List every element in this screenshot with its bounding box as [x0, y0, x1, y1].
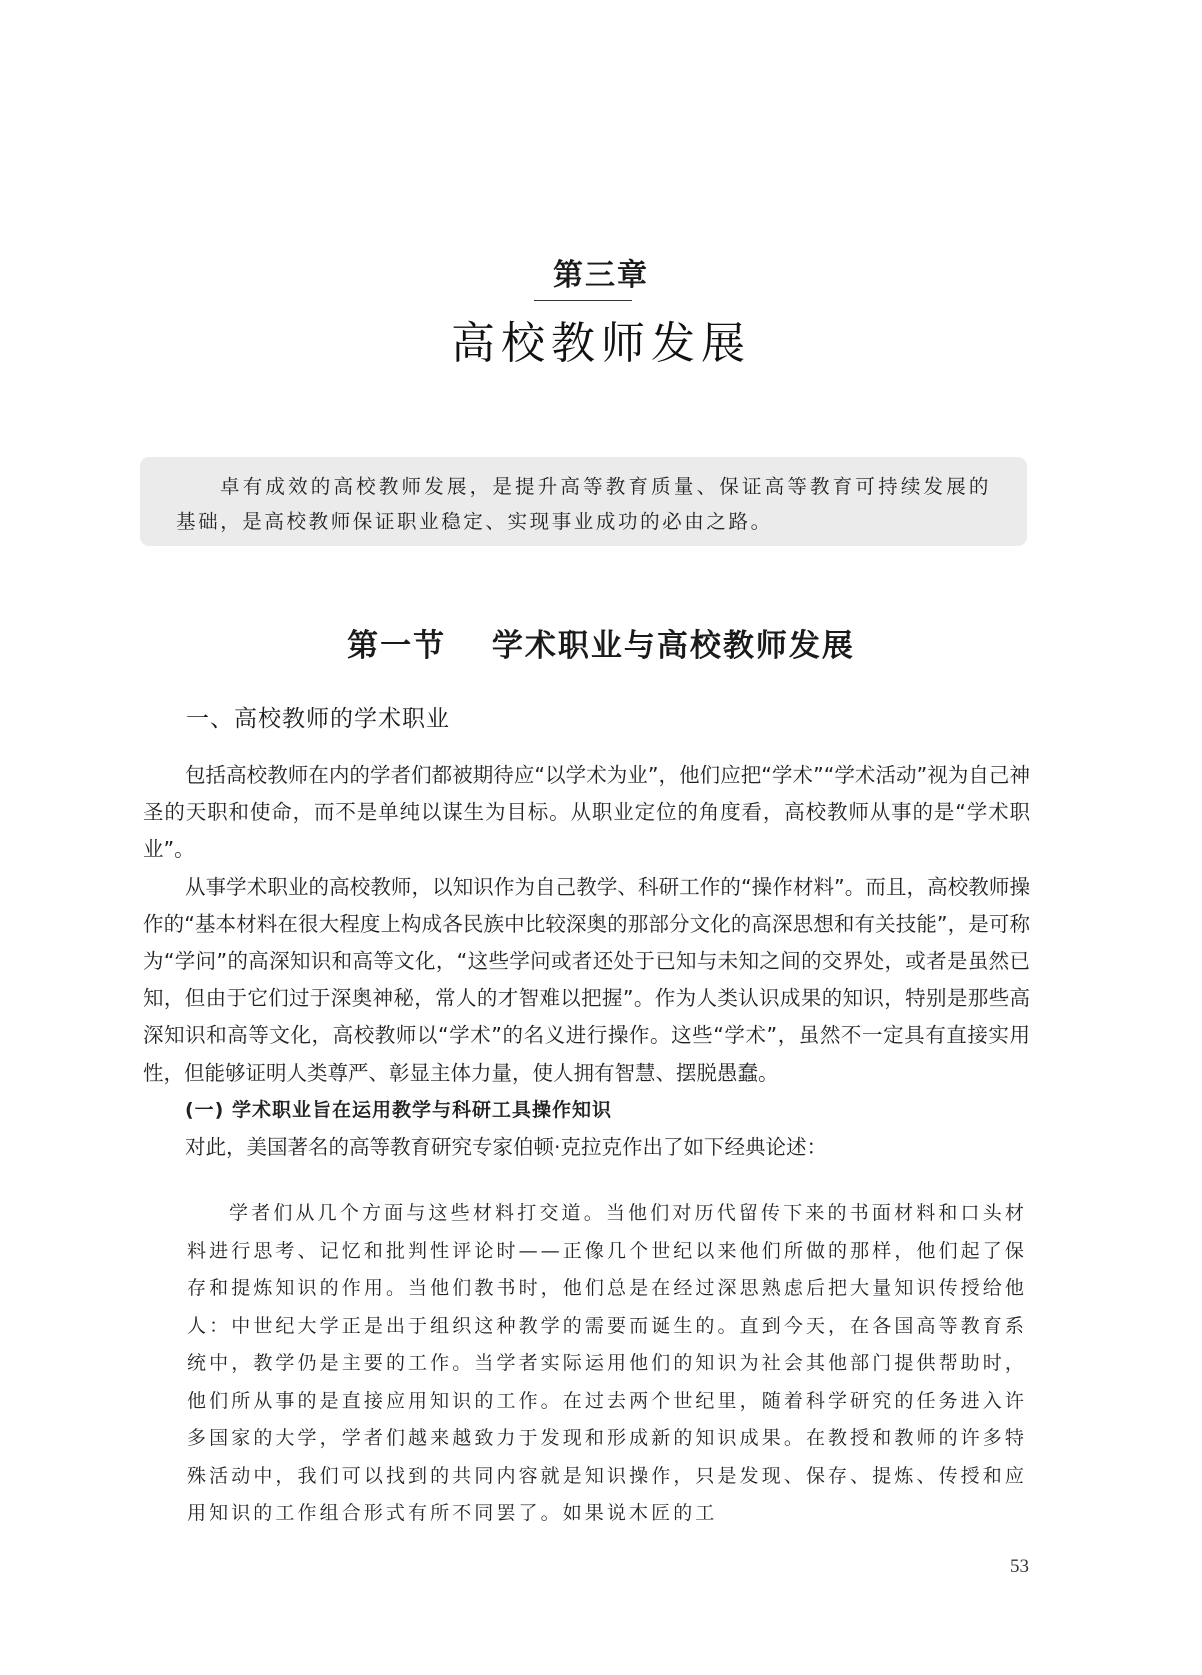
body-paragraph: 包括高校教师在内的学者们都被期待应“以学术为业”，他们应把“学术”“学术活动”视为自己神圣的天职和使命，而不是单纯以谋生为目标。从职业定位的角度看，高校教师从事的是“学术职业”。: [143, 763, 1030, 862]
chapter-abstract-text: 卓有成效的高校教师发展，是提升高等教育质量、保证高等教育可持续发展的基础，是高校教师保证职业稳定、实现事业成功的必由之路。: [176, 475, 991, 533]
sub-heading: (一) 学术职业旨在运用教学与科研工具操作知识: [185, 1098, 612, 1121]
chapter-divider: [534, 300, 632, 301]
chapter-abstract-box: [140, 457, 1027, 546]
section-title: 第一节 学术职业与高校教师发展: [347, 628, 855, 664]
subsection-heading: 一、高校教师的学术职业: [186, 706, 450, 732]
chapter-title: 高校教师发展: [451, 318, 751, 369]
body-text: [143, 757, 1030, 1166]
body-paragraph: 从事学术职业的高校教师，以知识作为自己教学、科研工作的“操作材料”。而且，高校教师操作的“基本材料在很大程度上构成各民族中比较深奥的那部分文化的高深思想和有关技能”，是可称为“学问”的高深知识和高等文化，“这些学问或者还处于已知与未知之间的交界处，或者是虽然已知，但由于它们过于深奥神秘，常人的才智难以把握”。作为人类认识成果的知识，特别是那些高深知识和高等文化，高校教师以“学术”的名义进行操作。这些“学术”，虽然不一定具有直接实用性，但能够证明人类尊严、彰显主体力量，使人拥有智慧、摆脱愚蠢。: [143, 874, 1030, 1085]
quote-intro: 对此，美国著名的高等教育研究专家伯顿·克拉克作出了如下经典论述：: [185, 1135, 828, 1160]
block-quote-paragraph: 学者们从几个方面与这些材料打交道。当他们对历代留传下来的书面材料和口头材料进行思考、记忆和批判性评论时——正像几个世纪以来他们所做的那样，他们起了保存和提炼知识的作用。当他们教书时，他们总是在经过深思熟虑后把大量知识传授给他人：中世纪大学正是出于组织这种教学的需要而诞生的。直到今天，在各国高等教育系统中，教学仍是主要的工作。当学者实际运用他们的知识为社会其他部门提供帮助时，他们所从事的是直接应用知识的工作。在过去两个世纪里，随着科学研究的任务进入许多国家的大学，学者们越来越致力于发现和形成新的知识成果。在教授和教师的许多特殊活动中，我们可以找到的共同内容就是知识操作，只是发现、保存、提炼、传授和应用知识的工作组合形式有所不同罢了。如果说木匠的工: [187, 1202, 1027, 1524]
page-number: 53: [1010, 1556, 1029, 1577]
chapter-label: 第三章: [553, 258, 649, 293]
block-quote: [187, 1195, 1027, 1533]
